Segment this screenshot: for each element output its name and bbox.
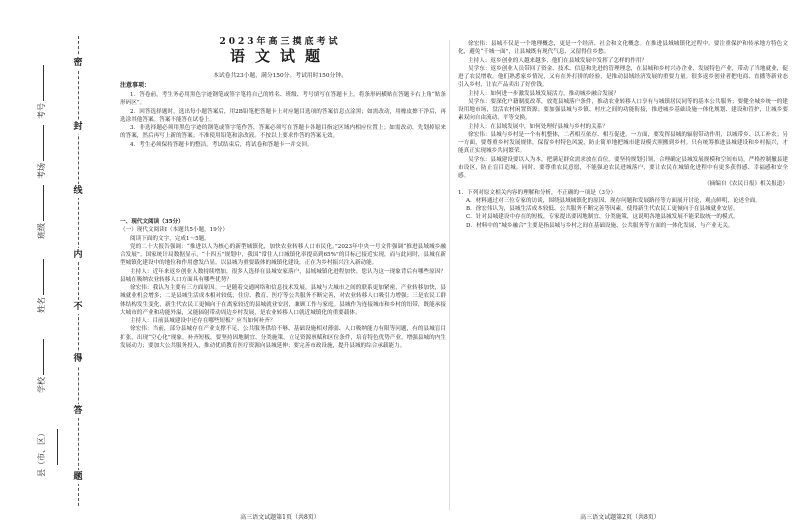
passage-paragraph: 主持人：近年来返乡创业人数持续增加，很多人选择在县城安家落户，县域城镇化进程加快。您认为这一现象背后有哪些原因？县城在吸纳农业转移人口方面具有哪些优势？ (120, 268, 446, 283)
passage-paragraph: 吴学东：要深化户籍制度改革，放宽县城落户条件，推动农业转移人口享有与城镇居民同等的基本公共服务；要健全城乡统一的建设用地市场，盘活农村闲置资源；要加强县城与乡镇、村庄之间的功能衔接，推进城乡基础设施一体化规划、建设和管护，让城乡要素双向自由流动、平等交换。 (458, 98, 788, 122)
question-1: 1．下列对原文相关内容的理解和分析，不正确的一项是（3分） (458, 189, 617, 196)
field-school[interactable] (35, 339, 49, 399)
seal-char: 密 (73, 58, 83, 68)
exam-meta: 本试卷共23小题，满分150分。考试用时150分钟。 (213, 73, 347, 79)
seal-char: 答 (73, 406, 83, 416)
field-exam-room[interactable] (35, 125, 49, 185)
passage-paragraph: 徐宏伟：县城与乡村是一个有机整体，二者相互依存、相互促进。一方面，要发挥县城的辐射带动作用，以城带乡、以工补农；另一方面，要尊重乡村发展规律，保留乡村特色风貌，防止简单地把城市建设模式照搬到乡村。只有统筹推进县城建设和乡村振兴，才能真正实现城乡共同繁荣。 (458, 131, 788, 155)
paper-title: 语文试题 (229, 47, 330, 65)
seal-char: 得 (73, 354, 83, 364)
seal-char: 内 (73, 250, 83, 260)
passage-paragraph: 徐宏伟：县城不仅是一个地理概念，更是一个经济、社会和文化概念。在推进县域城镇化过程中，要注重保护和传承地方特色文化，避免“千城一面”，让县城既有现代气息，又留得住乡愁。 (458, 41, 788, 56)
passage-paragraph: 主持人：目前县城建设中还存在哪些短板？应当如何补齐？ (130, 318, 276, 324)
answer-option-d[interactable]: D．材料中的“城乡融合”主要是指县城与乡村之间在基础设施、公共服务等方面的一体化发展，与产业无关。 (466, 222, 734, 229)
source-note: （摘编自《农民日报》相关报道） (704, 181, 788, 188)
passage-paragraph: 主持人：返乡创业的人越来越多，他们在县域发展中发挥了怎样的作用？ (468, 57, 648, 64)
passage-paragraph: 党的二十大报告强调：“推进以人为核心的新型城镇化，加快农业转移人口市民化。”2023年中央一号文件强调“推进县域城乡融合发展”。国家统计局数据显示，“十四五”规划中，我国“常住人口城镇化率提高到65%”的目标已接近实现，而与此同时，县城在新型城镇化建设中的地位和作用愈发凸显。以县城为重要载体的城镇化建设，正在为乡村振兴注入新动能。 (120, 243, 446, 267)
passage-paragraph: 徐宏伟：我认为主要有三方面原因。一是随着交通网络和信息技术发展，县城与大城市之间的联系更加紧密，产业转移加快，县城就业机会增多；二是县城生活成本相对较低，住房、教育、医疗等公共服务不断完善，对农业转移人口吸引力增强；三是农民工群体结构发生变化，新生代农民工更倾向于在离家较近的县城就业安居，兼顾工作与家庭。县城作为连接城市和乡村的纽带，既能承接大城市的产业和功能外溢，又能辐射带动周边乡村发展，是农业转移人口就近城镇化的重要载体。 (120, 285, 446, 316)
instruction: 阅读下面的文字，完成1～5题。 (130, 235, 210, 242)
answer-option-a[interactable]: A．材料通过对三位专家的访谈，围绕县域城镇化的原因、现存问题和发展路径等方面展开讨论，观点鲜明，论述全面。 (466, 197, 761, 204)
exam-title: 2023年高三摸底考试 (219, 37, 341, 47)
field-county[interactable] (35, 429, 49, 489)
note-item: 2．回答选择题时，选出每小题答案后，用2B铅笔把答题卡上对应题目选项的答案信息点涂黑；如需改动，用橡皮擦干净后，再选涂其他答案。答案不能答在试卷上。 (120, 108, 446, 123)
passage-paragraph: 吴学东：县城建设要以人为本，把满足群众需求放在首位。要坚持规划引领，合理确定县城发展规模和空间布局，严格控制撤县建市设区，防止盲目造城。同时，要尊重农民意愿，不能强迫农民进城落户，要让农民在城镇化进程中有更多获得感、幸福感和安全感。 (458, 156, 788, 179)
seal-char: 不 (73, 302, 83, 312)
passage-paragraph: 主持人：如何进一步激发县域发展活力，推动城乡融合发展？ (468, 90, 620, 97)
field-name[interactable] (35, 259, 49, 319)
answer-option-c[interactable]: C．针对县城建设中存在的短板，专家提出要因地制宜、分类施策，这说明各地县城发展不能采取统一的模式。 (466, 214, 739, 221)
note-item: 4．考生必须保持答题卡的整洁。考试结束后，将试卷和答题卡一并交回。 (130, 141, 313, 148)
field-label: 县（市、区） (37, 429, 46, 477)
seal-char: 题 (73, 472, 83, 482)
note-item: 3．非选择题必须用黑色字迹的钢笔或签字笔作答，答案必须写在答题卡各题目指定区域内相应位置上；如需改动，先划掉原来的答案，然后再写上新的答案；不准使用铅笔和涂改液。不按以上要求作答的答案无效。 (120, 125, 446, 140)
seal-char: 线 (73, 186, 83, 196)
seal-line (78, 36, 79, 506)
seal-char: 封 (73, 122, 83, 132)
column-divider (449, 40, 450, 510)
page-2 (452, 0, 788, 532)
reading-passage-continued (458, 40, 788, 230)
subsection-heading: （一）现代文阅读Ⅰ（本题共5小题，19分） (120, 227, 228, 234)
answer-option-b[interactable]: B．徐宏伟认为，县城生活成本较低、公共服务不断完善等因素，使得新生代农民工更倾向于在县城就业安居。 (466, 206, 739, 212)
notes-heading: 注意事项： (120, 82, 151, 89)
page-footer: 高三语文试题第2页（共8页） (580, 513, 660, 521)
note-item: 1．答卷前，考生务必用黑色字迹钢笔或签字笔将自己的姓名、班级、考号填写在答题卡上，将条形码横贴在答题卡右上角“贴条形码区”。 (120, 92, 446, 107)
notes-list (120, 91, 446, 149)
field-label: 考场 (37, 163, 46, 179)
page-1 (114, 0, 446, 532)
field-class[interactable] (35, 185, 49, 245)
field-label: 姓名 (37, 297, 46, 313)
section-heading: 一、现代文阅读（35分） (120, 219, 184, 225)
passage-paragraph: 主持人：在县域发展中，如何处理好县城与乡村的关系？ (468, 123, 608, 130)
passage-paragraph: 吴学东：返乡创业人员带回了资金、技术、信息和先进的管理理念，在县城和乡村兴办企业、发展特色产业，带动了当地就业，促进了农民增收。他们熟悉家乡情况，又有在外打拼的经验，是推动县域经济发展的重要力量。很多返乡创业者把电商、直播等新业态引入乡村，让农产品卖出了好价钱。 (458, 65, 788, 89)
field-label: 班级 (37, 223, 46, 239)
binding-strip (0, 0, 112, 532)
field-exam-number[interactable] (35, 65, 49, 125)
reading-passage (120, 216, 446, 350)
passage-paragraph: 徐宏伟：当前，部分县城存在产业支撑不足、公共服务供给不够、基础设施相对薄弱、人口吸纳能力有限等问题，有的县城盲目扩张，出现“空心化”现象。补齐短板，要坚持因地制宜、分类施策，立足资源禀赋和区位条件，培育特色优势产业，增强县城的内生发展动力；要加大公共服务投入，推动优质教育医疗资源向县城延伸；要完善市政设施，提升县城的综合承载能力。 (120, 326, 446, 349)
field-label: 学校 (37, 377, 46, 393)
page-footer: 高三语文试题第1页（共8页） (240, 513, 320, 521)
field-label: 考号 (37, 103, 46, 119)
